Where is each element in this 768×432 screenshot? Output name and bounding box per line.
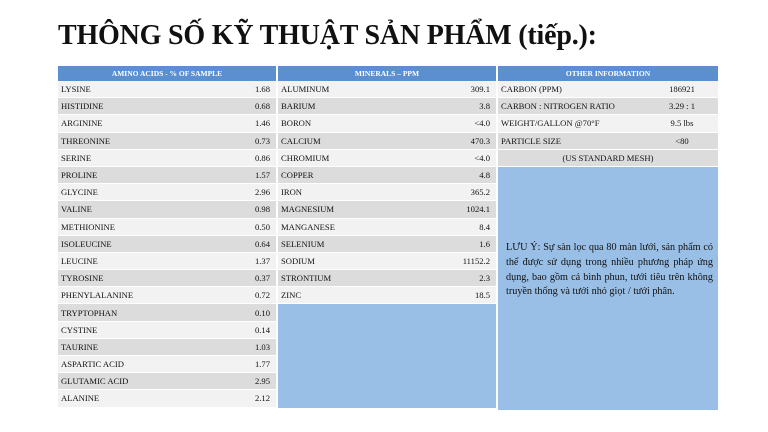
row-value: 2.3: [479, 273, 490, 284]
row-value: 1.77: [254, 359, 270, 370]
table-row: [58, 167, 276, 184]
row-value: <4.0: [474, 118, 490, 129]
row-value: 8.4: [479, 221, 490, 232]
row-label: ASPARTIC ACID: [61, 359, 124, 370]
row-value: 18.5: [474, 290, 490, 301]
table-row: [58, 390, 276, 407]
row-value: 0.98: [254, 204, 270, 215]
table-row: [58, 253, 276, 270]
table-row: [58, 81, 276, 98]
table-row: [278, 81, 496, 98]
table-row: [278, 270, 496, 287]
table-row: [278, 201, 496, 218]
table-row: [278, 219, 496, 236]
table-row: [498, 115, 718, 132]
mesh-row: [498, 150, 718, 167]
row-label: SERINE: [61, 152, 92, 163]
table-row: [58, 270, 276, 287]
minerals-rows: [278, 81, 496, 304]
amino-acids-header: AMINO ACIDS - % OF SAMPLE: [58, 66, 276, 81]
row-label: STRONTIUM: [281, 273, 332, 284]
row-value: 9.5 lbs: [670, 118, 694, 129]
row-label: BORON: [281, 118, 312, 129]
table-row: [278, 184, 496, 201]
row-value: 1.68: [254, 84, 270, 95]
row-label: CARBON : NITROGEN RATIO: [501, 101, 615, 112]
row-value: 1.6: [479, 238, 490, 249]
minerals-table: [278, 66, 496, 410]
other-information-header: OTHER INFORMATION: [498, 66, 718, 81]
page-title: THÔNG SỐ KỸ THUẬT SẢN PHẨM (tiếp.):: [58, 20, 597, 51]
row-value: 0.73: [254, 135, 270, 146]
row-label: SODIUM: [281, 255, 315, 266]
table-row: [58, 322, 276, 339]
table-row: [58, 373, 276, 390]
row-value: 0.64: [254, 238, 270, 249]
table-row: [58, 201, 276, 218]
row-label: ZINC: [281, 290, 302, 301]
mesh-label: (US STANDARD MESH): [562, 152, 654, 163]
other-information-table: [498, 66, 718, 410]
row-value: 0.14: [254, 324, 270, 335]
table-row: [58, 133, 276, 150]
row-value: 0.37: [254, 273, 270, 284]
table-row: [58, 150, 276, 167]
table-row: [58, 304, 276, 321]
table-row: [58, 339, 276, 356]
row-value: 1.46: [254, 118, 270, 129]
table-row: [58, 287, 276, 304]
row-label: PHENYLALANINE: [61, 290, 134, 301]
amino-acids-table: [58, 66, 276, 410]
row-label: MAGNESIUM: [281, 204, 334, 215]
row-value: 1.03: [254, 341, 270, 352]
row-label: ARGININE: [61, 118, 103, 129]
row-label: THREONINE: [61, 135, 111, 146]
table-row: [278, 287, 496, 304]
row-label: SELENIUM: [281, 238, 325, 249]
table-row: [498, 133, 718, 150]
row-label: ALUMINUM: [281, 84, 330, 95]
table-row: [278, 98, 496, 115]
row-label: HISTIDINE: [61, 101, 104, 112]
row-value: 4.8: [479, 170, 490, 181]
row-value: 470.3: [470, 135, 490, 146]
row-label: COPPER: [281, 170, 314, 181]
row-value: 1024.1: [466, 204, 490, 215]
amino-acids-rows: [58, 81, 276, 408]
row-label: CARBON (PPM): [501, 84, 562, 95]
row-label: LYSINE: [61, 84, 91, 95]
row-value: 1.57: [254, 170, 270, 181]
minerals-empty-area: [278, 304, 496, 408]
row-value: 0.50: [254, 221, 270, 232]
row-value: 365.2: [470, 187, 490, 198]
row-value: 2.12: [254, 393, 270, 404]
row-value: 186921: [669, 84, 695, 95]
note-text: LƯU Ý: Sự sàn lọc qua 80 màn lưới, sản phẩm có thể được sử dụng trong nhiều phương pháp ứng dụng, bao gồm cả bình phun, tưới tiêu trên không truyền thống và tưới nhỏ giọt / tưới phân.: [506, 241, 713, 298]
row-value: 2.96: [254, 187, 270, 198]
row-value: <4.0: [474, 152, 490, 163]
table-row: [278, 167, 496, 184]
table-row: [278, 253, 496, 270]
row-label: TYROSINE: [61, 273, 104, 284]
row-label: LEUCINE: [61, 255, 98, 266]
minerals-header: MINERALS – PPM: [278, 66, 496, 81]
row-label: PARTICLE SIZE: [501, 135, 562, 146]
row-value: 0.86: [254, 152, 270, 163]
row-value: 0.10: [254, 307, 270, 318]
row-label: TRYPTOPHAN: [61, 307, 118, 318]
row-label: MANGANESE: [281, 221, 335, 232]
row-label: VALINE: [61, 204, 92, 215]
row-label: WEIGHT/GALLON @70°F: [501, 118, 600, 129]
row-label: CYSTINE: [61, 324, 98, 335]
table-row: [58, 98, 276, 115]
table-row: [278, 115, 496, 132]
row-value: 3.29 : 1: [668, 101, 696, 112]
note-box: [498, 167, 718, 410]
table-row: [498, 81, 718, 98]
row-label: BARIUM: [281, 101, 316, 112]
row-label: GLYCINE: [61, 187, 98, 198]
table-row: [278, 150, 496, 167]
other-information-rows: [498, 81, 718, 150]
table-row: [58, 219, 276, 236]
row-label: METHIONINE: [61, 221, 115, 232]
row-value: 0.68: [254, 101, 270, 112]
table-row: [278, 236, 496, 253]
row-value: 1.37: [254, 255, 270, 266]
table-row: [278, 133, 496, 150]
table-row: [58, 236, 276, 253]
row-label: ISOLEUCINE: [61, 238, 112, 249]
row-label: IRON: [281, 187, 303, 198]
row-label: ALANINE: [61, 393, 100, 404]
row-value: 3.8: [479, 101, 490, 112]
table-row: [58, 184, 276, 201]
table-row: [58, 356, 276, 373]
row-value: 309.1: [470, 84, 490, 95]
row-label: CALCIUM: [281, 135, 321, 146]
row-value: 11152.2: [462, 255, 490, 266]
row-value: 2.95: [254, 376, 270, 387]
row-value: <80: [675, 135, 689, 146]
table-row: [58, 115, 276, 132]
row-value: 0.72: [254, 290, 270, 301]
row-label: PROLINE: [61, 170, 98, 181]
row-label: CHROMIUM: [281, 152, 330, 163]
table-row: [498, 98, 718, 115]
row-label: GLUTAMIC ACID: [61, 376, 129, 387]
row-label: TAURINE: [61, 341, 99, 352]
